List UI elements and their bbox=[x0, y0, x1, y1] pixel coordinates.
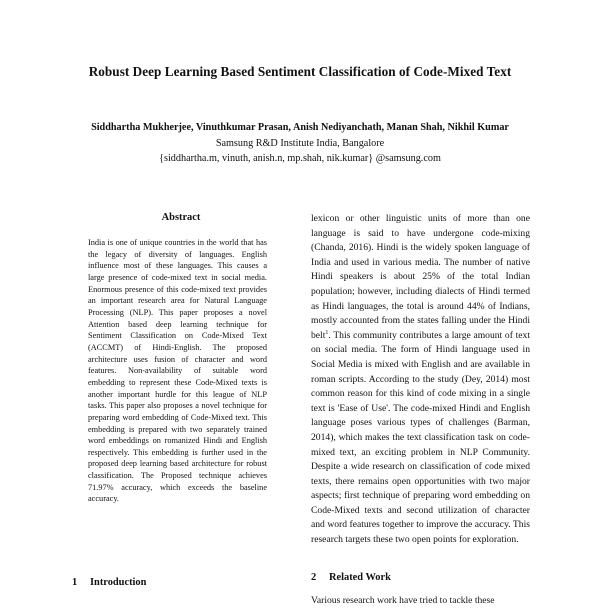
section-number: 2 bbox=[311, 572, 317, 583]
body-text-right-column bbox=[311, 212, 530, 548]
abstract-body: India is one of unique countries in the world that has the legacy of diversity of languages. English influence most of these languages. This causes a large presence of code-mixed text in social media. Enormous presence of this code-mixed text provides an important research area for Natural Language Processing (NLP). This paper proposes a novel Attention based deep learning technique for Sentiment Classification on Code-Mixed Text (ACCMT) of Hindi-English. The proposed architecture uses fusion of character and word features. Non-availability of suitable word embedding to represent these Code-Mixed texts is another important hurdle for this league of NLP tasks. This paper also proposes a novel technique for preparing word embedding of Code-Mixed text. This embedding is prepared with two separately trained word embeddings on romanized Hindi and English respectively. This embedding is further used in the proposed deep learning based architecture for robust classification. The Proposed technique achieves 71.97% accuracy, which exceeds the baseline accuracy. bbox=[88, 238, 267, 504]
section-heading-related-work bbox=[311, 572, 391, 583]
author-list: Siddhartha Mukherjee, Vinuthkumar Prasan, Anish Nediyanchath, Manan Shah, Nikhil Kumar bbox=[91, 122, 509, 133]
abstract-heading: Abstract bbox=[161, 212, 201, 223]
related-work-first-line: Various research work have tried to tackle these bbox=[311, 595, 495, 606]
body-text-part-1: lexicon or other linguistic units of more than one language is said to have undergone code-mixing (Chanda, 2016). Hindi is the widely spoken language of India and used in various media. The number of native Hindi speakers is about 25% of the total Indian population; however, including dialects of Hindi termed as Hindi languages, the total is around 44% of Indians, mostly accounted from the states falling under the Hindi belt bbox=[311, 213, 530, 341]
paper-title: Robust Deep Learning Based Sentiment Classification of Code-Mixed Text bbox=[88, 64, 512, 79]
footnote-marker: 1 bbox=[325, 329, 329, 336]
section-heading-introduction bbox=[72, 577, 146, 588]
affiliation: Samsung R&D Institute India, Bangalore bbox=[215, 138, 385, 149]
author-emails: {siddhartha.m, vinuth, anish.n, mp.shah, nik.kumar} @samsung.com bbox=[159, 153, 441, 164]
section-title: Introduction bbox=[90, 577, 147, 588]
body-text-part-2: . This community contributes a large amount of text on social media. The form of Hindi language used in Social Media is mixed with English and are available in roman scripts. According to the study (Dey, 2014) most common reason for this kind of code mixing in a single text is 'Ease of Use'. The code-mixed Hindi and English language poses various types of challenges (Barman, 2014), which makes the text classification task on code-mixed text, an exciting problem in NLP Community. Despite a wide research on classification of code mixed texts, there remains open opportunities with two major aspects; first technique of preparing word embedding on Code-Mixed texts and second utilization of character and word features together to improve the accuracy. This research targets these two open points for exploration. bbox=[311, 329, 530, 546]
section-title: Related Work bbox=[329, 572, 391, 583]
section-number: 1 bbox=[72, 577, 78, 588]
